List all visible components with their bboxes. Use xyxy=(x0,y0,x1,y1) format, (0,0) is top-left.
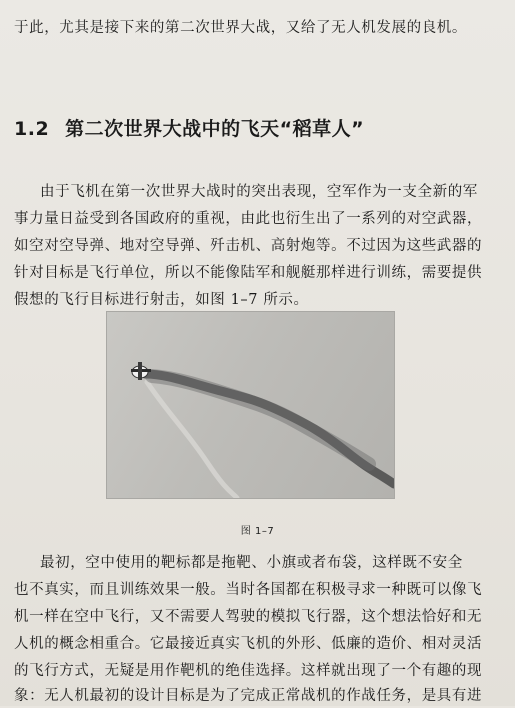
paragraph1-line: 如空对空导弹、地对空导弹、歼击机、高射炮等。不过因为这些武器的 xyxy=(14,238,483,254)
paragraph2-line: 也不真实，而且训练效果一般。当时各国都在积极寻求一种既可以像飞 xyxy=(14,582,483,598)
paragraph2-line: 象：无人机最初的设计目标是为了完成正常战机的作战任务，是具有进 xyxy=(14,688,483,704)
paragraph2-line: 人机的概念相重合。它最接近真实飞机的外形、低廉的造价、相对灵活 xyxy=(14,636,483,652)
paragraph1-line: 由于飞机在第一次世界大战时的突出表现，空军作为一支全新的军 xyxy=(40,184,478,200)
figure-photo-target-drone xyxy=(107,312,394,498)
section-title: 第二次世界大战中的飞天“稻草人” xyxy=(65,118,365,140)
paragraph2-line: 的飞行方式，无疑是用作靶机的绝佳选择。这样就出现了一个有趣的现 xyxy=(14,663,483,679)
section-number: 1.2 xyxy=(14,118,50,140)
paragraph1-line: 假想的飞行目标进行射击，如图 1–7 所示。 xyxy=(14,292,309,308)
intro-text-line: 于此，尤其是接下来的第二次世界大战，又给了无人机发展的良机。 xyxy=(14,20,467,36)
figure-caption: 图 1–7 xyxy=(240,526,275,537)
paragraph2-line: 最初，空中使用的靶标都是拖靶、小旗或者布袋，这样既不安全 xyxy=(40,555,463,571)
paragraph2-line: 机一样在空中飞行，又不需要人驾驶的模拟飞行器，这个想法恰好和无 xyxy=(14,609,483,625)
section-heading xyxy=(14,114,364,141)
paragraph1-line: 事力量日益受到各国政府的重视，由此也衍生出了一系列的对空武器， xyxy=(14,211,483,227)
paragraph1-line: 针对目标是飞行单位，所以不能像陆军和舰艇那样进行训练，需要提供 xyxy=(14,265,483,281)
smoke-trail-illustration xyxy=(107,312,394,498)
